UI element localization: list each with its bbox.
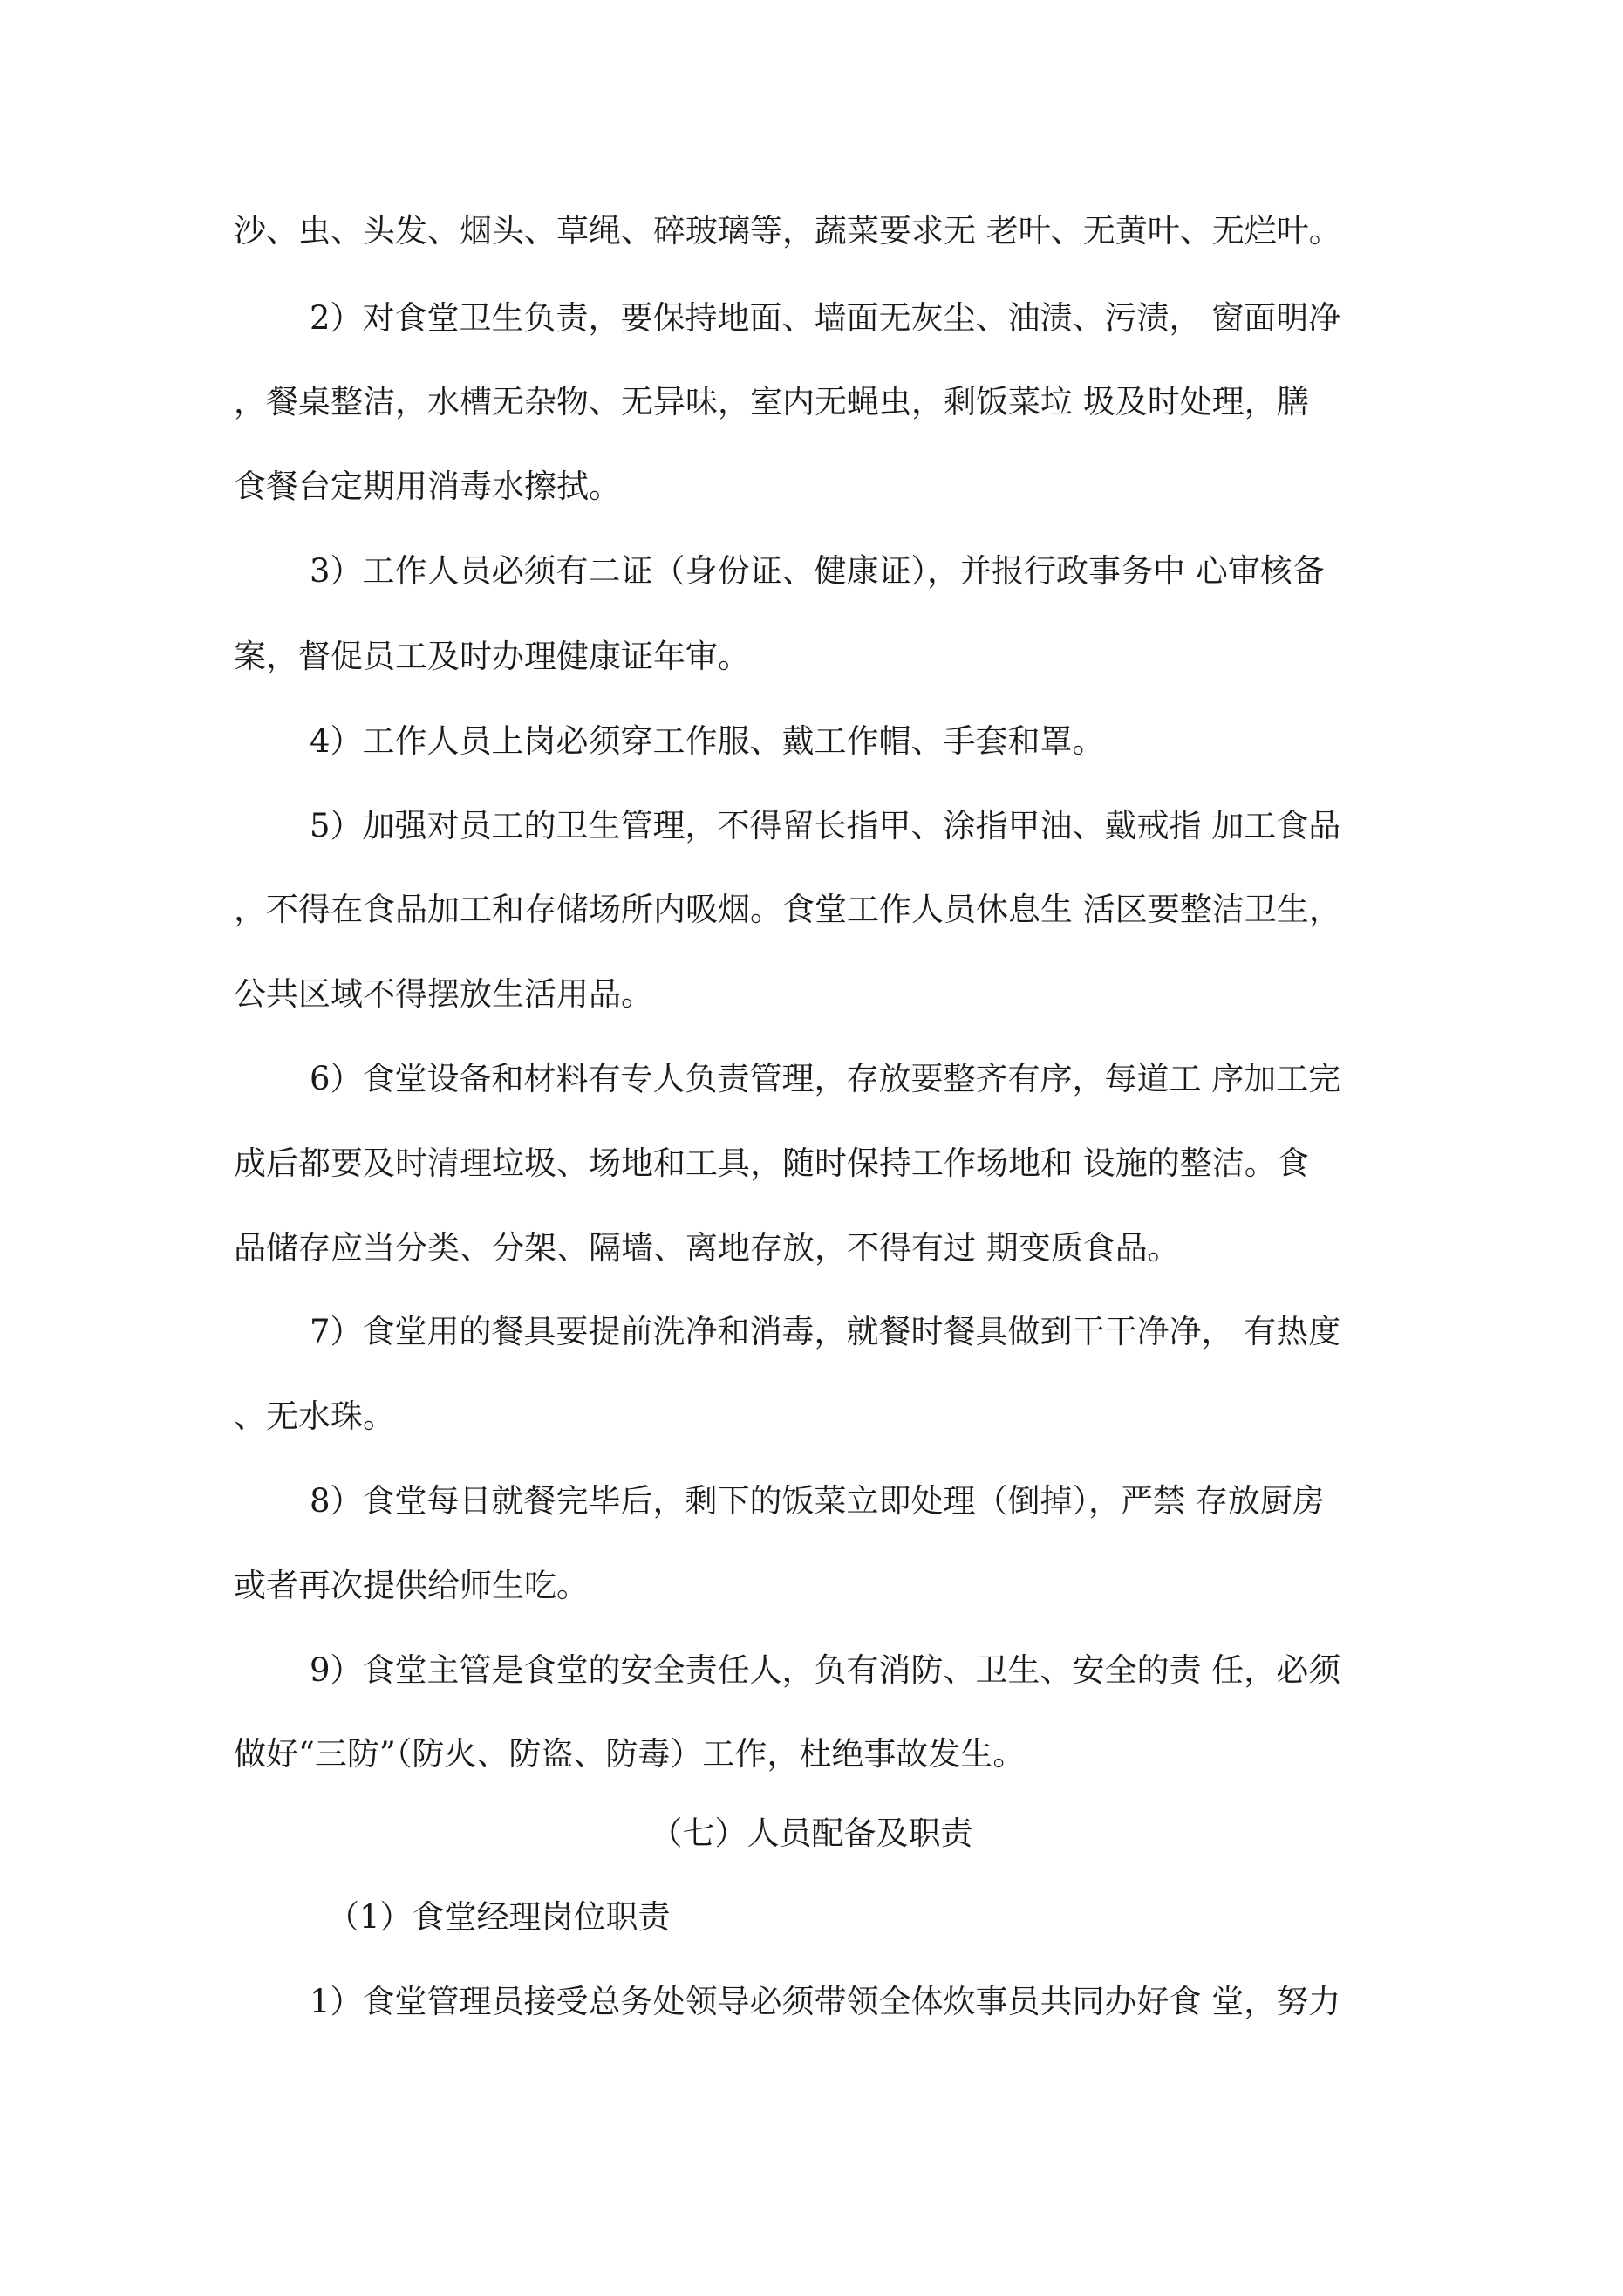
- text-line: 9）食堂主管是食堂的安全责任人，负有消防、卫生、安全的责 任，必须: [310, 1651, 1341, 1689]
- text-line: 食餐台定期用消毒水擦拭。: [234, 468, 621, 505]
- text-line: 2）对食堂卫生负责，要保持地面、墙面无灰尘、油渍、污渍， 窗面明净: [310, 299, 1341, 337]
- text-line: 1）食堂管理员接受总务处领导必须带领全体炊事员共同办好食 堂，努力: [310, 1983, 1341, 2020]
- subsection-heading: （1）食堂经理岗位职责: [327, 1898, 671, 1936]
- text-line: ，不得在食品加工和存储场所内吸烟。食堂工作人员休息生 活区要整洁卫生，: [234, 891, 1341, 928]
- text-line: 沙、虫、头发、烟头、草绳、碎玻璃等，蔬菜要求无 老叶、无黄叶、无烂叶。: [234, 212, 1341, 249]
- text-line: 公共区域不得摆放生活用品。: [234, 975, 653, 1013]
- text-line: 7）食堂用的餐具要提前洗净和消毒，就餐时餐具做到干干净净， 有热度: [310, 1313, 1341, 1350]
- text-line: 、无水珠。: [234, 1397, 395, 1435]
- text-line: 品储存应当分类、分架、隔墙、离地存放，不得有过 期变质食品。: [234, 1229, 1180, 1267]
- text-line: ，餐桌整洁，水槽无杂物、无异味，室内无蝇虫，剩饭菜垃 圾及时处理，膳: [234, 383, 1309, 420]
- text-line: 4）工作人员上岗必须穿工作服、戴工作帽、手套和罩。: [310, 722, 1105, 760]
- text-line: 5）加强对员工的卫生管理，不得留长指甲、涂指甲油、戴戒指 加工食品: [310, 807, 1341, 844]
- text-line: 3）工作人员必须有二证（身份证、健康证），并报行政事务中 心审核备: [310, 552, 1325, 590]
- text-line: 或者再次提供给师生吃。: [234, 1567, 589, 1604]
- text-line: 8）食堂每日就餐完毕后，剩下的饭菜立即处理（倒掉），严禁 存放厨房: [310, 1482, 1325, 1520]
- text-line: 成后都要及时清理垃圾、场地和工具，随时保持工作场地和 设施的整洁。食: [234, 1145, 1309, 1182]
- section-heading: （七）人员配备及职责: [650, 1814, 973, 1852]
- text-line: 做好“三防”（防火、防盗、防毒）工作，杜绝事故发生。: [234, 1735, 1026, 1773]
- text-line: 案，督促员工及时办理健康证年审。: [234, 638, 750, 675]
- text-line: 6）食堂设备和材料有专人负责管理，存放要整齐有序，每道工 序加工完: [310, 1060, 1341, 1097]
